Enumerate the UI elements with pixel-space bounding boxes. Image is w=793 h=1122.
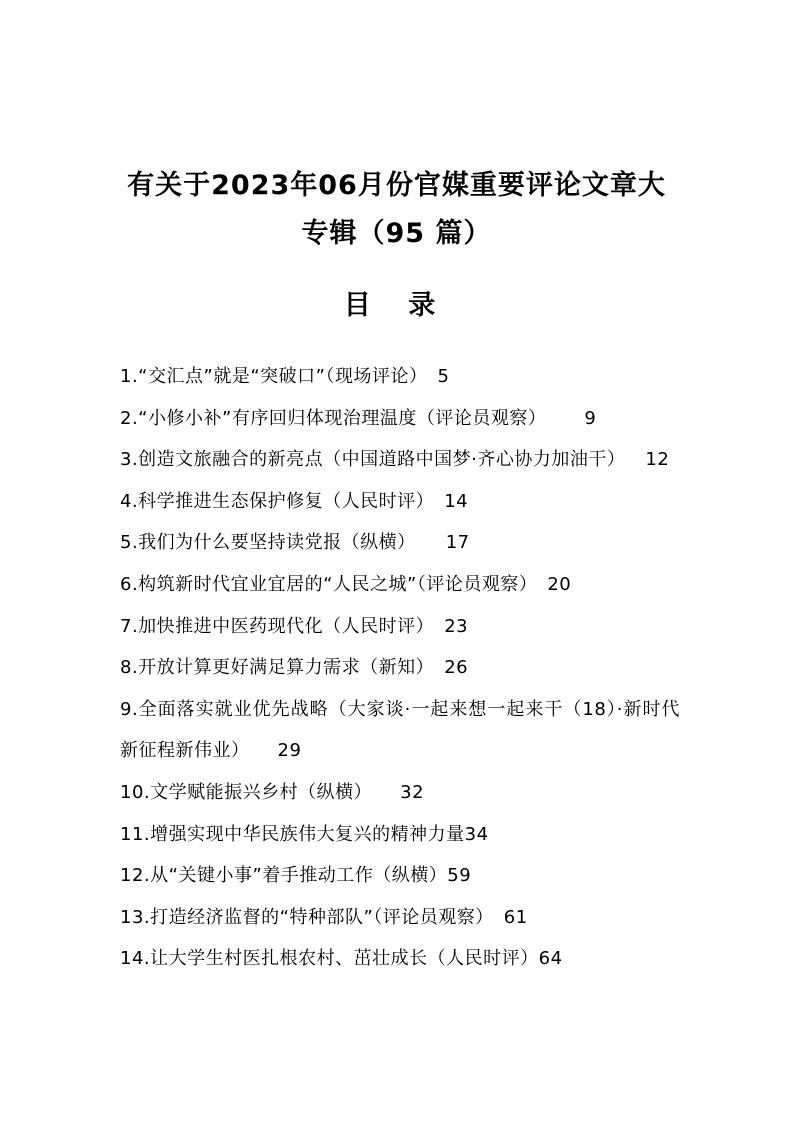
toc-entry-title: 4.科学推进生态保护修复（人民时评） [120, 490, 435, 512]
toc-entry[interactable] [120, 356, 680, 398]
toc-entry[interactable] [120, 439, 680, 481]
toc-entry-title: 11.增强实现中华民族伟大复兴的精神力量 [120, 823, 465, 845]
table-of-contents [120, 356, 680, 980]
toc-entry[interactable] [120, 481, 680, 523]
toc-entry[interactable] [120, 855, 680, 897]
toc-entry-title: 6.构筑新时代宜业宜居的“人民之城”（评论员观察） [120, 573, 538, 595]
toc-entry-page: 17 [445, 532, 470, 554]
toc-entry-page: 9 [584, 407, 597, 429]
toc-entry-title: 1.“交汇点”就是“突破口”（现场评论） [120, 366, 428, 387]
toc-entry-page: 26 [444, 657, 469, 679]
toc-entry-title: 10.文学赋能振兴乡村（纵横） [120, 781, 373, 803]
toc-entry[interactable] [120, 814, 680, 856]
toc-entry[interactable] [120, 647, 680, 689]
toc-entry-page: 5 [437, 366, 450, 387]
toc-entry-page: 32 [400, 781, 425, 803]
toc-entry-page: 34 [464, 823, 489, 845]
toc-entry-title: 14.让大学生村医扎根农村、茁壮成长（人民时评） [120, 948, 539, 970]
toc-entry-page: 64 [538, 948, 563, 970]
toc-entry[interactable] [120, 606, 680, 648]
toc-entry-title: 3.创造文旅融合的新亮点（中国道路中国梦·齐心协力加油干） [120, 449, 626, 471]
toc-entry[interactable] [120, 398, 680, 440]
toc-entry[interactable] [120, 522, 680, 564]
toc-entry-page: 20 [547, 573, 572, 595]
toc-entry-page: 59 [447, 865, 472, 887]
toc-entry-title: 9.全面落实就业优先战略（大家谈·一起来想一起来干（18）·新时代新征程新伟业） [120, 698, 680, 762]
toc-entry-page: 14 [444, 490, 469, 512]
toc-entry-page: 29 [277, 740, 302, 762]
toc-entry-page: 23 [444, 615, 469, 637]
toc-entry[interactable] [120, 938, 680, 980]
toc-entry-title: 2.“小修小补”有序回归体现治理温度（评论员观察） [120, 407, 547, 429]
toc-entry-title: 12.从“关键小事”着手推动工作（纵横） [120, 865, 448, 887]
toc-entry[interactable] [120, 564, 680, 606]
toc-entry[interactable] [120, 772, 680, 814]
toc-entry[interactable] [120, 897, 680, 939]
document-title [100, 162, 693, 258]
toc-entry-title: 7.加快推进中医药现代化（人民时评） [120, 615, 435, 637]
toc-heading: 目 录 [343, 290, 450, 321]
toc-entry-title: 8.开放计算更好满足算力需求（新知） [120, 657, 435, 679]
toc-entry[interactable] [120, 689, 680, 772]
toc-entry-page: 12 [645, 449, 670, 471]
toc-entry-title: 13.打造经济监督的“特种部队”（评论员观察） [120, 906, 494, 928]
title-line-1: 有关于2023年06月份官媒重要评论文章大 [127, 170, 666, 201]
toc-entry-page: 61 [503, 906, 528, 928]
title-line-2: 专辑（95 篇） [301, 218, 492, 249]
toc-entry-title: 5.我们为什么要坚持读党报（纵横） [120, 532, 416, 554]
